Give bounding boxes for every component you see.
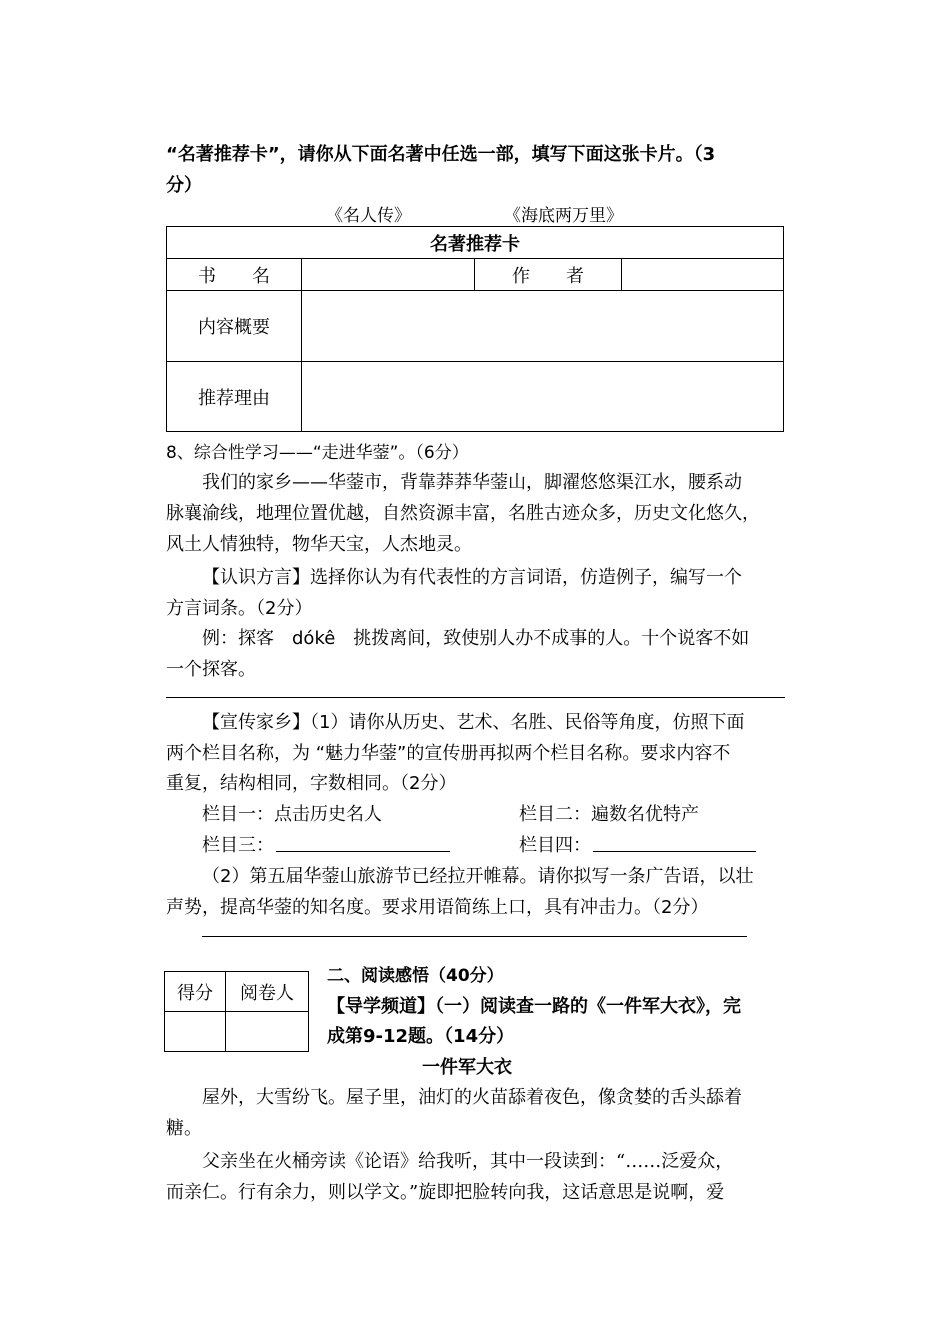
column-3-label: 栏目三： bbox=[202, 835, 274, 856]
grader-field[interactable] bbox=[226, 1012, 309, 1052]
column-4-blank[interactable] bbox=[593, 851, 756, 852]
intro-line-2: 分） bbox=[166, 175, 202, 196]
story-p1-line-2: 糖。 bbox=[166, 1118, 202, 1139]
ad-line-1: （2）第五届华蓥山旅游节已经拉开帷幕。请你拟写一条广告语，以壮 bbox=[202, 866, 754, 887]
story-p1-line-1: 屋外，大雪纷飞。屋子里，油灯的火苗舔着夜色，像贪婪的舌头舔着 bbox=[202, 1087, 742, 1108]
ad-line-2: 声势，提高华蓥的知名度。要求用语简练上口，具有冲击力。（2分） bbox=[166, 897, 709, 918]
book-name-label: 书 名 bbox=[167, 259, 302, 291]
column-2: 栏目二：遍数名优特产 bbox=[519, 804, 699, 825]
guide-line-2: 成第9-12题。（14分） bbox=[327, 1026, 515, 1047]
reason-field[interactable] bbox=[302, 362, 784, 432]
dialect-answer-line[interactable] bbox=[166, 697, 785, 698]
promo-line-2: 两个栏目名称，为 “魅力华蓥”的宣传册再拟两个栏目名称。要求内容不 bbox=[166, 743, 731, 764]
section2-heading: 二、阅读感悟（40分） bbox=[327, 966, 504, 986]
column-4-label: 栏目四： bbox=[519, 835, 591, 856]
summary-field[interactable] bbox=[302, 291, 784, 362]
book-option-2: 《海底两万里》 bbox=[504, 206, 623, 226]
example-line-1: 例：探客 dókê 挑拨离间，致使别人办不成事的人。十个说客不如 bbox=[202, 628, 750, 649]
story-p2-line-1: 父亲坐在火桶旁读《论语》给我听，其中一段读到：“……泛爱众， bbox=[202, 1151, 734, 1172]
column-3-blank[interactable] bbox=[276, 851, 450, 852]
recommendation-card bbox=[166, 226, 784, 432]
q8-heading: 8、综合性学习——“走进华蓥”。（6分） bbox=[166, 443, 469, 463]
promo-line-3: 重复，结构相同，字数相同。（2分） bbox=[166, 773, 457, 794]
intro-line-1: “名著推荐卡”，请你从下面名著中任选一部，填写下面这张卡片。（3 bbox=[166, 144, 716, 165]
summary-label: 内容概要 bbox=[167, 291, 302, 362]
score-table bbox=[164, 971, 309, 1052]
reason-label: 推荐理由 bbox=[167, 362, 302, 432]
score-label: 得分 bbox=[165, 972, 226, 1012]
grader-label: 阅卷人 bbox=[226, 972, 309, 1012]
dialect-line-1: 【认识方言】选择你认为有代表性的方言词语，仿造例子，编写一个 bbox=[202, 567, 742, 588]
q8-para-line-1: 我们的家乡——华蓥市，背靠莽莽华蓥山，脚濯悠悠渠江水，腰系动 bbox=[202, 472, 742, 493]
story-title: 一件军大衣 bbox=[422, 1057, 512, 1078]
book-option-1: 《名人传》 bbox=[326, 206, 411, 226]
score-field[interactable] bbox=[165, 1012, 226, 1052]
dialect-line-2: 方言词条。（2分） bbox=[166, 598, 313, 619]
book-name-field[interactable] bbox=[302, 259, 475, 291]
q8-para-line-2: 脉襄渝线，地理位置优越，自然资源丰富，名胜古迹众多，历史文化悠久， bbox=[166, 503, 760, 524]
q8-para-line-3: 风土人情独特，物华天宝，人杰地灵。 bbox=[166, 534, 472, 555]
card-title: 名著推荐卡 bbox=[167, 227, 784, 259]
author-field[interactable] bbox=[622, 259, 784, 291]
promo-line-1: 【宣传家乡】（1）请你从历史、艺术、名胜、民俗等角度，仿照下面 bbox=[202, 712, 745, 733]
author-label: 作 者 bbox=[475, 259, 622, 291]
story-p2-line-2: 而亲仁。行有余力，则以学文。”旋即把脸转向我，这话意思是说啊，爱 bbox=[166, 1182, 725, 1203]
example-line-2: 一个探客。 bbox=[166, 659, 256, 680]
guide-line-1: 【导学频道】（一）阅读查一路的《一件军大衣》，完 bbox=[327, 996, 741, 1017]
column-1: 栏目一：点击历史名人 bbox=[202, 804, 382, 825]
ad-answer-line[interactable] bbox=[202, 936, 747, 937]
